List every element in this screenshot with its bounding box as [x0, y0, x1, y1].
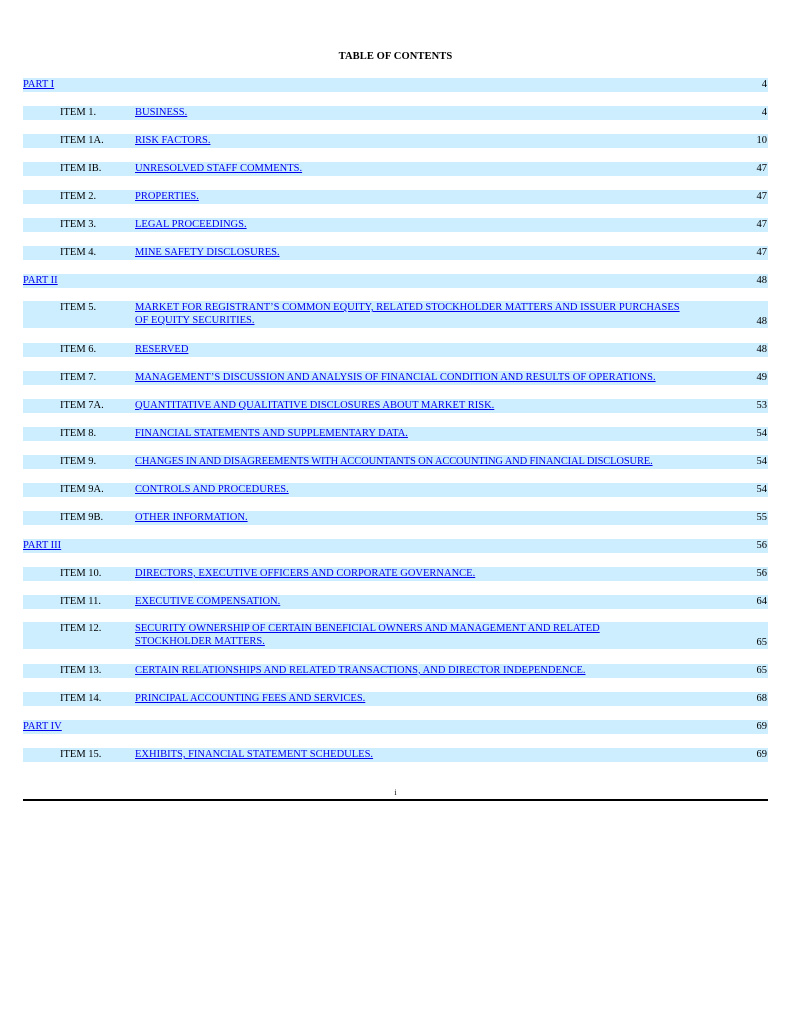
part-link[interactable]: PART IV: [23, 721, 62, 732]
toc-item-row: [23, 567, 768, 581]
item-number: ITEM 12.: [60, 623, 102, 634]
item-number: ITEM 3.: [60, 219, 97, 230]
toc-item-row: [23, 483, 768, 497]
part-link[interactable]: PART I: [23, 79, 55, 90]
page-number: 53: [756, 400, 767, 411]
page-number: 54: [756, 456, 767, 467]
item-link[interactable]: BUSINESS.: [135, 107, 188, 118]
item-number: ITEM 7A.: [60, 400, 104, 411]
item-number: ITEM 2.: [60, 191, 97, 202]
toc-item-row: [23, 664, 768, 678]
item-number: ITEM IB.: [60, 163, 102, 174]
item-link[interactable]: EXHIBITS, FINANCIAL STATEMENT SCHEDULES.: [135, 749, 374, 760]
item-number: ITEM 8.: [60, 428, 97, 439]
toc-part-row: [23, 274, 768, 288]
item-link[interactable]: PROPERTIES.: [135, 191, 199, 202]
page-number: 47: [756, 163, 767, 174]
toc-part-row: [23, 78, 768, 92]
toc-item-row: [23, 692, 768, 706]
page-number: 48: [756, 275, 767, 286]
toc-item-row: [23, 371, 768, 385]
page-number: 49: [756, 372, 767, 383]
page-number: 68: [756, 693, 767, 704]
page-number: 54: [756, 484, 767, 495]
item-link[interactable]: FINANCIAL STATEMENTS AND SUPPLEMENTARY DATA.: [135, 428, 408, 439]
item-number: ITEM 7.: [60, 372, 97, 383]
toc-item-row: [23, 595, 768, 609]
toc-item-row: [23, 190, 768, 204]
item-number: ITEM 5.: [60, 302, 97, 313]
page-number: 55: [756, 512, 767, 523]
page-number: 56: [756, 540, 767, 551]
toc-item-row: [23, 162, 768, 176]
item-number: ITEM 15.: [60, 749, 102, 760]
page-number: 47: [756, 191, 767, 202]
footer-page-number: i: [394, 788, 397, 797]
toc-item-row: [23, 134, 768, 148]
item-number: ITEM 11.: [60, 596, 102, 607]
item-link[interactable]: MARKET FOR REGISTRANT’S COMMON EQUITY, RELATED STOCKHOLDER MATTERS AND ISSUER PURCHASES OF EQUITY SECURITIES.: [135, 302, 680, 326]
item-number: ITEM 9B.: [60, 512, 104, 523]
page-number: 69: [756, 749, 767, 760]
toc-item-row: [23, 106, 768, 120]
footer-rule: [23, 799, 768, 801]
part-link[interactable]: PART II: [23, 275, 58, 286]
page-number: 48: [756, 316, 767, 327]
toc-part-row: [23, 720, 768, 734]
page-number: 48: [756, 344, 767, 355]
page-number: 54: [756, 428, 767, 439]
page-title: TABLE OF CONTENTS: [338, 51, 453, 62]
page-number: 4: [761, 79, 767, 90]
item-number: ITEM 10.: [60, 568, 102, 579]
item-link[interactable]: MANAGEMENT’S DISCUSSION AND ANALYSIS OF FINANCIAL CONDITION AND RESULTS OF OPERATIONS.: [135, 372, 656, 383]
item-number: ITEM 9A.: [60, 484, 104, 495]
item-link[interactable]: QUANTITATIVE AND QUALITATIVE DISCLOSURES ABOUT MARKET RISK.: [135, 400, 495, 411]
item-link[interactable]: LEGAL PROCEEDINGS.: [135, 219, 247, 230]
toc-item-row: [23, 511, 768, 525]
item-link[interactable]: SECURITY OWNERSHIP OF CERTAIN BENEFICIAL OWNERS AND MANAGEMENT AND RELATED STOCKHOLDER MATTERS.: [135, 623, 600, 647]
item-link[interactable]: DIRECTORS, EXECUTIVE OFFICERS AND CORPORATE GOVERNANCE.: [135, 568, 476, 579]
page-number: 47: [756, 247, 767, 258]
item-link[interactable]: MINE SAFETY DISCLOSURES.: [135, 247, 280, 258]
item-link[interactable]: OTHER INFORMATION.: [135, 512, 248, 523]
toc-item-row: [23, 455, 768, 469]
page-number: 64: [756, 596, 767, 607]
item-link[interactable]: CONTROLS AND PROCEDURES.: [135, 484, 289, 495]
item-link[interactable]: RESERVED: [135, 344, 189, 355]
item-link[interactable]: EXECUTIVE COMPENSATION.: [135, 596, 281, 607]
item-link[interactable]: CHANGES IN AND DISAGREEMENTS WITH ACCOUNTANTS ON ACCOUNTING AND FINANCIAL DISCLOSURE.: [135, 456, 653, 467]
toc-item-row: [23, 427, 768, 441]
item-number: ITEM 4.: [60, 247, 97, 258]
page-number: 65: [756, 665, 767, 676]
item-link[interactable]: PRINCIPAL ACCOUNTING FEES AND SERVICES.: [135, 693, 366, 704]
toc-item-row: [23, 748, 768, 762]
page-number: 56: [756, 568, 767, 579]
toc-item-row: [23, 399, 768, 413]
item-number: ITEM 6.: [60, 344, 97, 355]
item-number: ITEM 9.: [60, 456, 97, 467]
item-link[interactable]: CERTAIN RELATIONSHIPS AND RELATED TRANSACTIONS, AND DIRECTOR INDEPENDENCE.: [135, 665, 586, 676]
page-number: 65: [756, 637, 767, 648]
item-number: ITEM 1.: [60, 107, 97, 118]
part-link[interactable]: PART III: [23, 540, 62, 551]
toc-part-row: [23, 539, 768, 553]
toc-item-row: [23, 246, 768, 260]
item-number: ITEM 1A.: [60, 135, 104, 146]
toc-item-row: [23, 343, 768, 357]
toc-item-row: [23, 301, 768, 328]
page-number: 10: [756, 135, 767, 146]
toc-item-row: [23, 622, 768, 649]
item-number: ITEM 13.: [60, 665, 102, 676]
item-link[interactable]: RISK FACTORS.: [135, 135, 211, 146]
page-number: 47: [756, 219, 767, 230]
item-number: ITEM 14.: [60, 693, 102, 704]
item-link[interactable]: UNRESOLVED STAFF COMMENTS.: [135, 163, 303, 174]
page-number: 4: [761, 107, 767, 118]
toc-item-row: [23, 218, 768, 232]
page-number: 69: [756, 721, 767, 732]
